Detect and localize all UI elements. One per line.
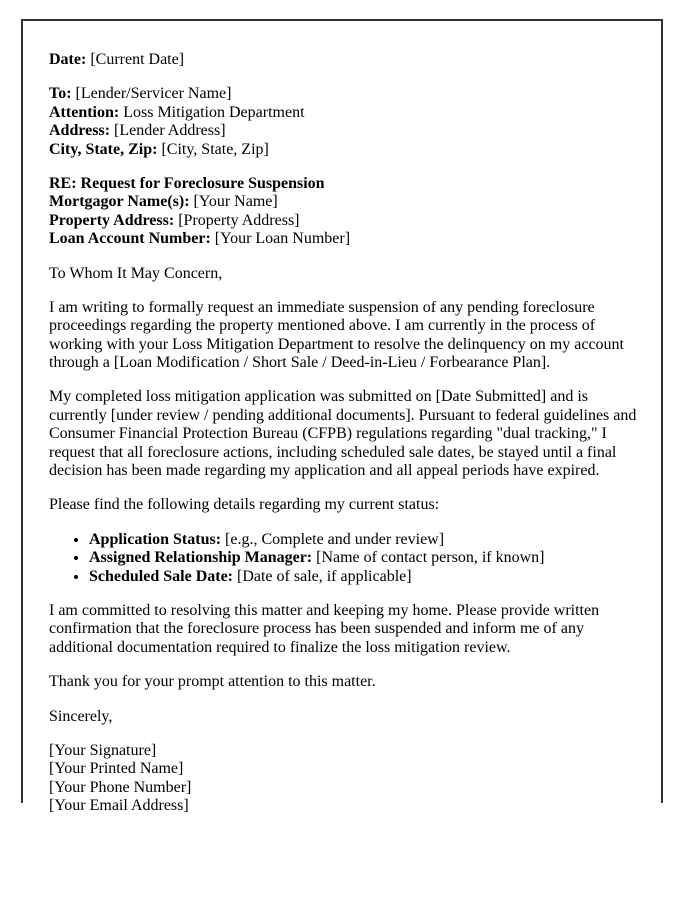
city-state-zip-label: City, State, Zip: bbox=[49, 140, 158, 158]
mortgagor-line bbox=[49, 193, 637, 211]
salutation: To Whom It May Concern, bbox=[49, 264, 223, 282]
paragraph-request: I am writing to formally request an immediate suspension of any pending foreclosure proceedings regarding the property mentioned above. I am currently in the process of working with your Loss Mitigation Department to resolve the delinquency on my account through a [Loan Modification / Short Sale / Deed-in-Lieu / Forbearance Plan]. bbox=[49, 298, 624, 372]
property-line bbox=[49, 212, 637, 230]
signature-block bbox=[49, 742, 637, 816]
letter-container bbox=[21, 19, 663, 815]
date-line bbox=[49, 51, 637, 69]
status-list bbox=[49, 531, 637, 586]
attention-label: Attention: bbox=[49, 103, 120, 121]
address-line bbox=[49, 122, 637, 140]
city-state-zip-value: [City, State, Zip] bbox=[161, 140, 269, 158]
relationship-manager-value: [Name of contact person, if known] bbox=[316, 549, 545, 567]
application-status-value: [e.g., Complete and under review] bbox=[225, 530, 445, 548]
list-item-relationship-manager bbox=[89, 549, 637, 567]
application-status-label: Application Status: bbox=[89, 530, 222, 548]
city-state-zip-line bbox=[49, 141, 637, 159]
paragraph-application: My completed loss mitigation application was submitted on [Date Submitted] and is currently [under review / pending additional documents]. Pursuant to federal guidelines and Consumer Financial Protection Bureau (CFPB) regulations regarding "dual tracking," I request that all foreclosure actions, including scheduled sale dates, be stayed until a final decision has been made regarding my application and all appeal periods have expired. bbox=[49, 388, 637, 480]
property-label: Property Address: bbox=[49, 211, 175, 229]
recipient-block bbox=[49, 85, 637, 159]
to-value: [Lender/Servicer Name] bbox=[75, 85, 232, 103]
closing: Sincerely, bbox=[49, 707, 113, 725]
property-value: [Property Address] bbox=[178, 211, 300, 229]
mortgagor-value: [Your Name] bbox=[193, 193, 278, 211]
attention-value: Loss Mitigation Department bbox=[123, 103, 305, 121]
printed-name-line: [Your Printed Name] bbox=[49, 760, 184, 778]
phone-number-line: [Your Phone Number] bbox=[49, 778, 192, 796]
loan-value: [Your Loan Number] bbox=[214, 230, 351, 248]
re-text: RE: Request for Foreclosure Suspension bbox=[49, 174, 325, 192]
loan-line bbox=[49, 230, 637, 248]
address-label: Address: bbox=[49, 122, 111, 140]
scheduled-sale-date-label: Scheduled Sale Date: bbox=[89, 567, 233, 585]
date-value: [Current Date] bbox=[90, 51, 185, 68]
re-line bbox=[49, 175, 637, 193]
signature-line: [Your Signature] bbox=[49, 741, 157, 759]
scheduled-sale-date-value: [Date of sale, if applicable] bbox=[237, 567, 412, 585]
paragraph-commitment: I am committed to resolving this matter and keeping my home. Please provide written confirmation that the foreclosure process has been suspended and inform me of any additional documentation required to finalize the loss mitigation review. bbox=[49, 601, 600, 656]
subject-block bbox=[49, 175, 637, 249]
to-label: To: bbox=[49, 85, 72, 103]
mortgagor-label: Mortgagor Name(s): bbox=[49, 193, 190, 211]
paragraph-thanks: Thank you for your prompt attention to this matter. bbox=[49, 673, 376, 691]
list-item-scheduled-sale-date bbox=[89, 568, 637, 586]
attention-line bbox=[49, 104, 637, 122]
list-item-application-status bbox=[89, 531, 637, 549]
to-line bbox=[49, 85, 637, 103]
date-label: Date: bbox=[49, 51, 87, 68]
relationship-manager-label: Assigned Relationship Manager: bbox=[89, 549, 313, 567]
paragraph-status-intro: Please find the following details regarding my current status: bbox=[49, 496, 440, 514]
loan-label: Loan Account Number: bbox=[49, 230, 211, 248]
address-value: [Lender Address] bbox=[114, 122, 226, 140]
email-address-line: [Your Email Address] bbox=[49, 797, 189, 815]
